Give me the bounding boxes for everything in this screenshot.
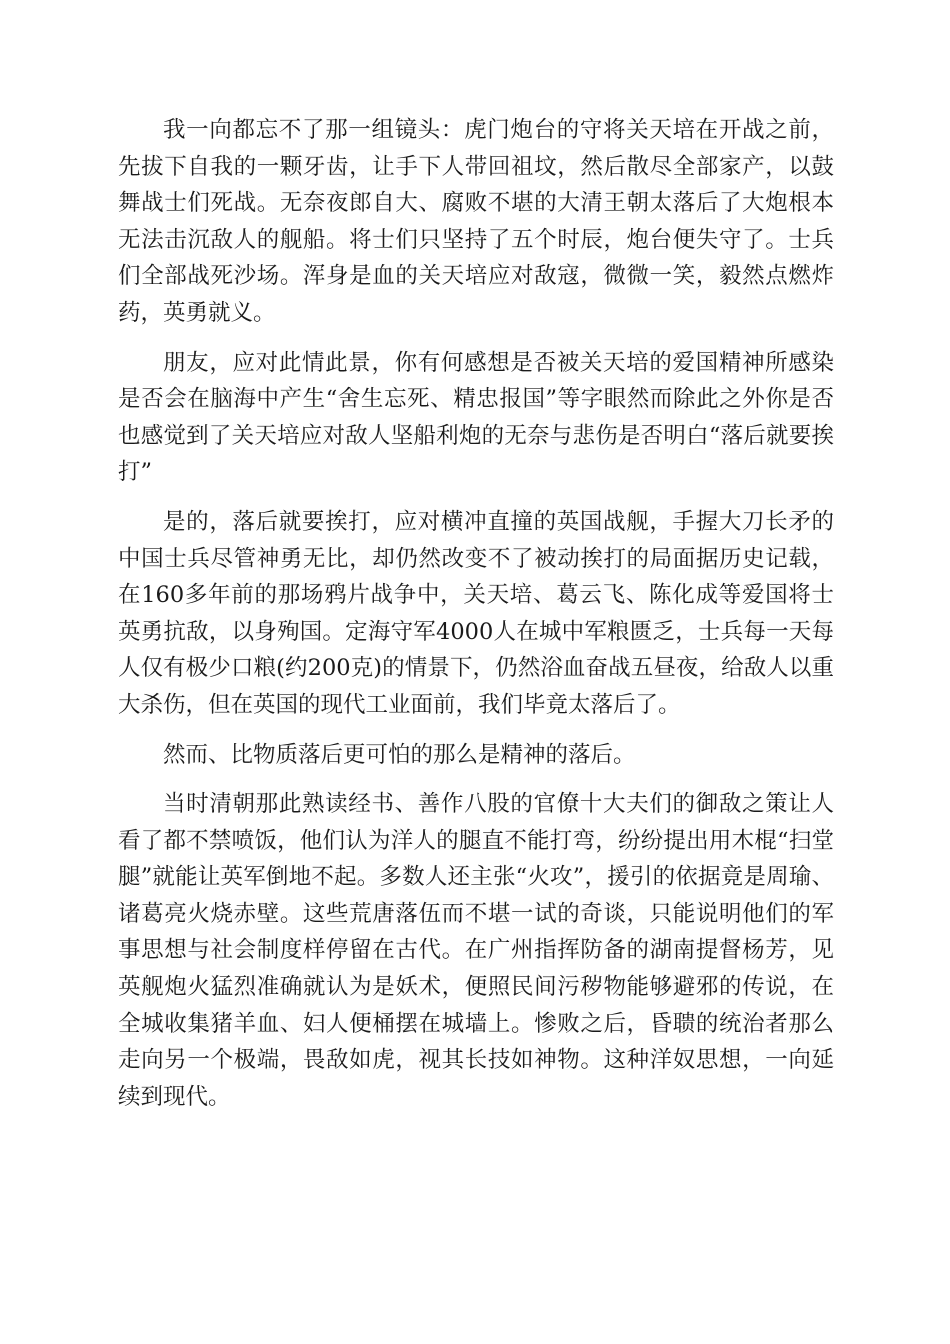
paragraph-2: 朋友，应对此情此景，你有何感想是否被关天培的爱国精神所感染是否会在脑海中产生“舍生忘死、精忠报国”等字眼然而除此之外你是否也感觉到了关天培应对敌人坚船利炮的无奈与悲伤是否明白“落后就要挨打” (118, 349, 834, 486)
paragraph-4: 然而、比物质落后更可怕的那么是精神的落后。 (163, 741, 636, 768)
paragraph-3: 是的，落后就要挨打，应对横冲直撞的英国战舰，手握大刀长矛的中国士兵尽管神勇无比，却仍然改变不了被动挨打的局面据历史记载，在160多年前的那场鸦片战争中，关天培、葛云飞、陈化成等爱国将士英勇抗敌，以身殉国。定海守军4000人在城中军粮匮乏，士兵每一天每人仅有极少口粮(约200克)的情景下，仍然浴血奋战五昼夜，给敌人以重大杀伤，但在英国的现代工业面前，我们毕竟太落后了。 (118, 508, 834, 718)
paragraph-1: 我一向都忘不了那一组镜头：虎门炮台的守将关天培在开战之前，先拔下自我的一颗牙齿，让手下人带回祖坟，然后散尽全部家产，以鼓舞战士们死战。无奈夜郎自大、腐败不堪的大清王朝太落后了大炮根本无法击沉敌人的舰船。将士们只坚持了五个时辰，炮台便失守了。士兵们全部战死沙场。浑身是血的关天培应对敌寇，微微一笑，毅然点燃炸药，英勇就义。 (118, 117, 834, 326)
document-body (118, 112, 834, 1115)
paragraph-5: 当时清朝那此熟读经书、善作八股的官僚十大夫们的御敌之策让人看了都不禁喷饭，他们认为洋人的腿直不能打弯，纷纷提出用木棍“扫堂腿”就能让英军倒地不起。多数人还主张“火攻”，援引的依据竟是周瑜、诸葛亮火烧赤壁。这些荒唐落伍而不堪一试的奇谈，只能说明他们的军事思想与社会制度样停留在古代。在广州指挥防备的湖南提督杨芳，见英舰炮火猛烈准确就认为是妖术，便照民间污秽物能够避邪的传说，在全城收集猪羊血、妇人便桶摆在城墙上。惨败之后，昏聩的统治者那么走向另一个极端，畏敌如虎，视其长技如神物。这种洋奴思想，一向延续到现代。 (118, 791, 834, 1110)
